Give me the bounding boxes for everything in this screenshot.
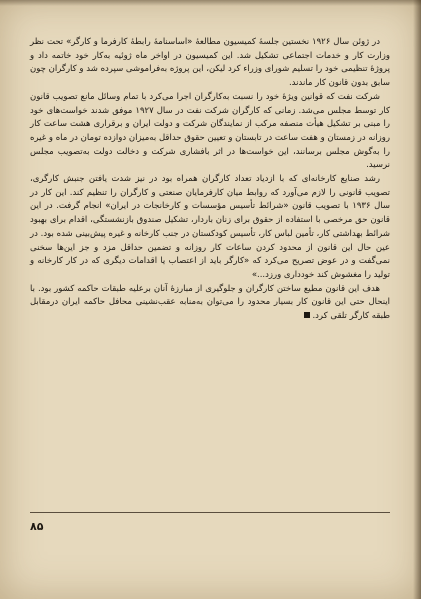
- paragraph-4: [30, 283, 390, 324]
- paragraph-1: در ژوئن سال ۱۹۲۶ نخستین جلسهٔ کمیسیون مطالعهٔ «اساسنامهٔ رابطهٔ کارفرما و کارگر» تحت نظر وزارت کار و خدمات اجتماعی تشکیل شد. این کمیسیون در اواخر ماه ژوئیه به‌کار خود خاتمه داد و پروژهٔ تنظیمی خود را تسلیم شورای وزراء کرد لیکن، این پروژه به‌فراموشی سپرده شد و کارگران چون سابق بدون قانون کار ماندند.: [30, 37, 390, 89]
- page-edge-shadow: [413, 0, 421, 599]
- end-of-article-mark: [304, 312, 310, 318]
- page-top-shadow: [0, 0, 421, 6]
- paragraph-3: رشد صنایع کارخانه‌ای که با ازدیاد تعداد کارگران همراه بود در نیز شدت یافتن جنبش کارگری، تصویب قانونی را لازم می‌آورد که روابط میان کارفرمایان صنعتی و کارگران را تنظیم کند. این کار در سال ۱۹۳۶ با تصویب قانون «شرائط تأسیس مؤسسات و کارخانجات در ایران» انجام گرفت. در این قانون حق مرخصی با استفاده از حقوق برای زنان باردار، تشکیل صندوق بازنشستگی، اقدام برای بهبود شرائط بهداشتی کار، تأمین لباس کار، تأسیس کودکستان در جنب کارخانه و غیره پیش‌بینی شده بود. در عین حال این قانون از محدود کردن ساعات کار روزانه و تضمین حداقل مزد و جز این‌ها سخنی نمی‌گفت و در عوض تصریح می‌کرد که «کارگر باید از اعتصاب یا اقدامات دیگری که در کار کارخانه و تولید را مغشوش کند خودداری ورزد...»: [30, 174, 390, 280]
- page-number: ۸۵: [30, 520, 44, 533]
- footer-rule: [30, 512, 390, 513]
- paragraph-4-text: هدف این قانون مطیع ساختن کارگران و جلوگیری از مبارزهٔ آنان برعلیه طبقات حاکمه کشور بود. با اینحال حتی این قانون کار بسیار محدود را می‌توان به‌منابه عقب‌نشینی محافل حاکمه ایران درمقابل طبقه کارگر تلقی کرد.: [30, 283, 390, 322]
- body-text: [30, 36, 390, 324]
- paragraph-2: شرکت نفت که قوانین ویژهٔ خود را نسبت به‌کارگران اجرا می‌کرد با تمام وسائل مانع تصویب قانون کار توسط مجلس می‌شد. زمانی که کارگران شرکت نفت در سال ۱۹۲۷ موفق شدند خواست‌های خود را مبنی بر تشکیل هیأت منصفه مرکب از نمایندگان شرکت و دولت ایران و برقراری هشت ساعت کار روزانه در زمستان و هفت ساعت در تابستان و تعیین حقوق حداقل به‌میزان دوازده تومان در ماه و غیره را به‌گوش مجلس برسانند، این خواست‌ها در اثر بافشاری شرکت و دخالت دولت به‌تصویب مجلس نرسید.: [30, 91, 390, 171]
